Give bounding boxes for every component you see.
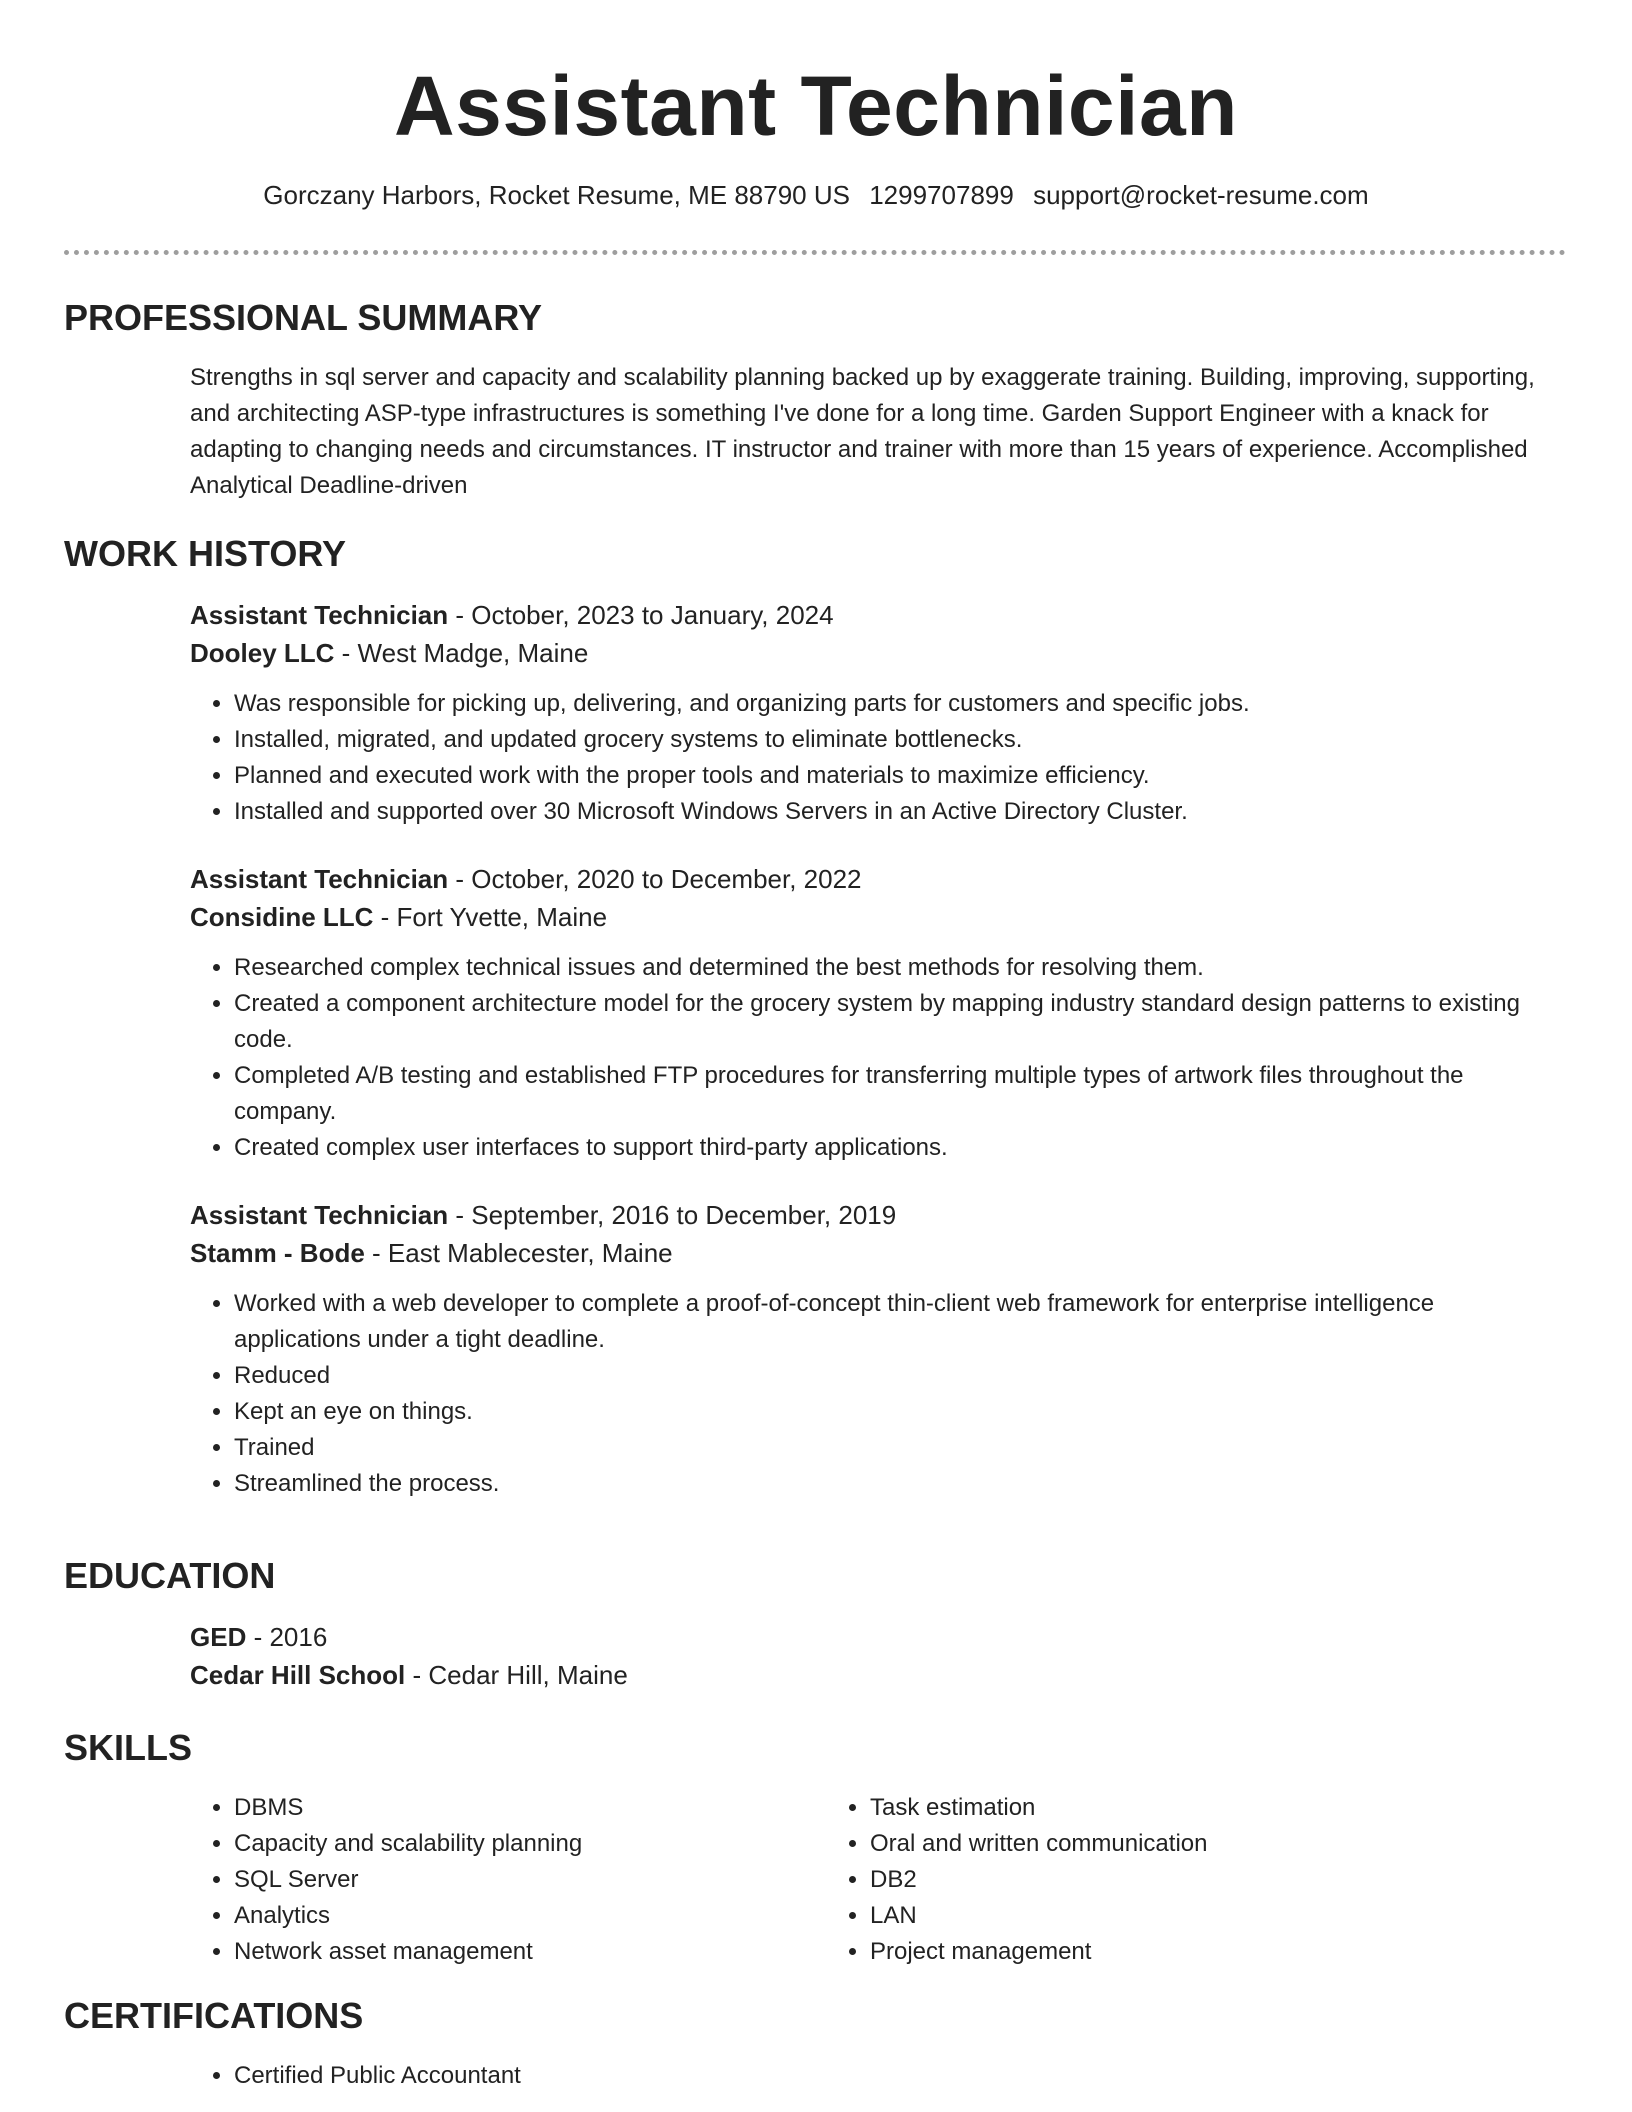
resume-name: Assistant Technician: [393, 59, 1238, 153]
education-title: EDUCATION: [64, 1555, 276, 1596]
job-dates: - October, 2020 to December, 2022: [448, 864, 862, 894]
skill-item: • LAN: [870, 1898, 1462, 1934]
job-bullet: • Reduced: [234, 1358, 1566, 1394]
job-bullet: • Planned and executed work with the proper tools and materials to maximize efficiency.: [234, 758, 1566, 794]
work-title: WORK HISTORY: [64, 533, 347, 574]
skill-item: • Capacity and scalability planning: [234, 1826, 826, 1862]
education-school-line: [190, 1656, 1566, 1694]
job-location: - West Madge, Maine: [334, 638, 589, 668]
job-bullet: • Installed and supported over 30 Microsoft Windows Servers in an Active Directory Cluster.: [234, 794, 1566, 830]
summary-section: [64, 296, 1566, 504]
job-entry: [190, 1196, 1566, 1502]
job-bullet: • Streamlined the process.: [234, 1466, 1566, 1502]
job-bullet: • Created a component architecture model for the grocery system by mapping industry standard design patterns to existing code.: [234, 986, 1566, 1058]
education-year: - 2016: [246, 1622, 328, 1652]
skill-item: • Project management: [870, 1934, 1462, 1970]
skill-item: • Oral and written communication: [870, 1826, 1462, 1862]
job-bullet: • Kept an eye on things.: [234, 1394, 1566, 1430]
job-entry: [190, 596, 1566, 830]
skill-item: • Task estimation: [870, 1790, 1462, 1826]
job-location: - Fort Yvette, Maine: [373, 902, 608, 932]
skill-item: • Network asset management: [234, 1934, 826, 1970]
contact-phone: 1299707899: [869, 180, 1014, 210]
job-company: Considine LLC: [190, 902, 374, 932]
job-entry: [190, 860, 1566, 1166]
skills-title: SKILLS: [64, 1727, 193, 1768]
certification-item: • Certified Public Accountant: [234, 2058, 1566, 2094]
job-dates: - October, 2023 to January, 2024: [448, 600, 834, 630]
job-role: Assistant Technician: [190, 600, 449, 630]
job-role: Assistant Technician: [190, 864, 449, 894]
education-section: [64, 1554, 1566, 1694]
job-bullets: [190, 686, 1566, 830]
skills-list-right: [826, 1790, 1462, 1970]
skills-list-left: [190, 1790, 826, 1970]
job-bullet: • Installed, migrated, and updated grocery systems to eliminate bottlenecks.: [234, 722, 1566, 758]
skills-columns: [190, 1790, 1566, 1970]
job-bullet: • Worked with a web developer to complete a proof-of-concept thin-client web framework for enterprise intelligence applications under a tight deadline.: [234, 1286, 1566, 1358]
job-company-line: [190, 634, 1566, 672]
contact-email: support@rocket-resume.com: [1033, 180, 1369, 210]
job-bullet: • Completed A/B testing and established FTP procedures for transferring multiple types of artwork files throughout the company.: [234, 1058, 1566, 1130]
summary-text: Strengths in sql server and capacity and scalability planning backed up by exaggerate training. Building, improving, supporting, and architecting ASP-type infrastructures is something I've done for a long time. Garden Support Engineer with a knack for adapting to changing needs and circumstances. IT instructor and trainer with more than 15 years of experience. Accomplished Analytical Deadline-driven: [190, 364, 1535, 499]
education-degree: GED: [190, 1622, 247, 1652]
skill-item: • Analytics: [234, 1898, 826, 1934]
job-dates: - September, 2016 to December, 2019: [448, 1200, 897, 1230]
job-bullet: • Trained: [234, 1430, 1566, 1466]
job-company-line: [190, 898, 1566, 936]
job-company: Stamm - Bode: [190, 1238, 365, 1268]
education-school: Cedar Hill School: [190, 1660, 406, 1690]
contact-line: [0, 178, 1632, 212]
education-degree-line: [190, 1618, 1566, 1656]
job-bullet: • Researched complex technical issues and determined the best methods for resolving them.: [234, 950, 1566, 986]
job-role: Assistant Technician: [190, 1200, 449, 1230]
skill-item: • DBMS: [234, 1790, 826, 1826]
certifications-section: [64, 1994, 1566, 2094]
job-bullet: • Was responsible for picking up, delivering, and organizing parts for customers and specific jobs.: [234, 686, 1566, 722]
job-bullets: [190, 950, 1566, 1166]
contact-address: Gorczany Harbors, Rocket Resume, ME 88790 US: [263, 180, 850, 210]
job-title-line: [190, 1196, 1566, 1234]
skill-item: • SQL Server: [234, 1862, 826, 1898]
skill-item: • DB2: [870, 1862, 1462, 1898]
job-location: - East Mablecester, Maine: [364, 1238, 673, 1268]
skills-section: [64, 1726, 1566, 1970]
job-title-line: [190, 860, 1566, 898]
certifications-list: [190, 2058, 1566, 2094]
work-section: [64, 532, 1566, 1502]
header-divider: [64, 250, 1566, 255]
job-company: Dooley LLC: [190, 638, 335, 668]
education-entry: [190, 1618, 1566, 1694]
job-bullets: [190, 1286, 1566, 1502]
job-bullet: • Created complex user interfaces to support third-party applications.: [234, 1130, 1566, 1166]
job-title-line: [190, 596, 1566, 634]
summary-title: PROFESSIONAL SUMMARY: [64, 297, 543, 338]
job-company-line: [190, 1234, 1566, 1272]
education-location: - Cedar Hill, Maine: [405, 1660, 628, 1690]
certifications-title: CERTIFICATIONS: [64, 1995, 364, 2036]
